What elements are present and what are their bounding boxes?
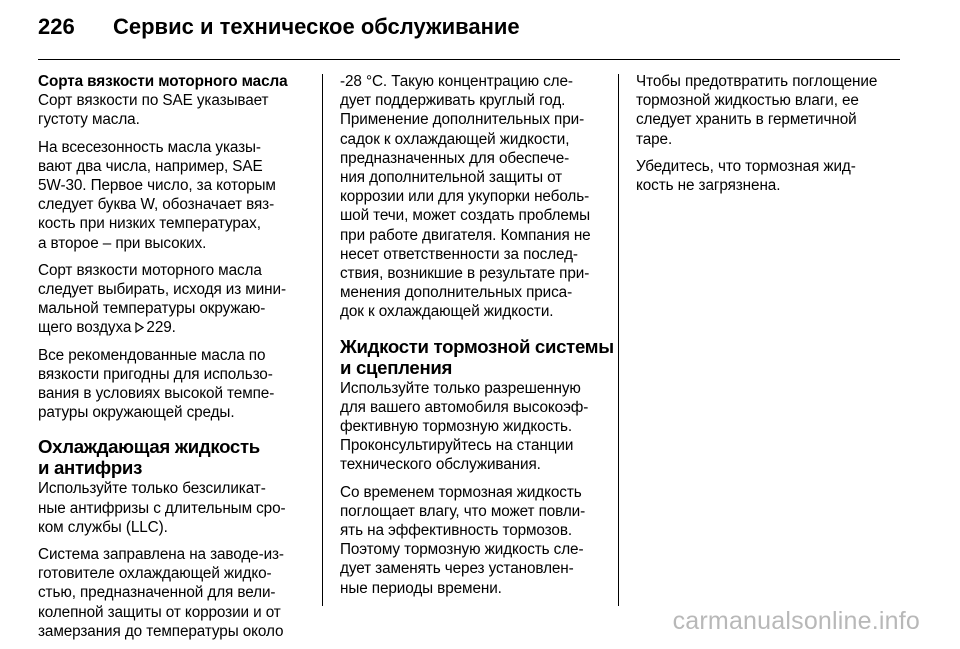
paragraph: Сорт вязкости моторного масла следует выбирать, исходя из мини- мальной температуры окружаю- щего воздуха 229. bbox=[38, 261, 310, 338]
paragraph: -28 °C. Такую концентрацию сле- дует поддерживать круглый год. Применение дополнительных при- садок к охлаждающей жидкости, предназначенных для обеспече- ния дополнительной защиты от коррозии или для укупорки неболь- шой течи, может создать проблемы при работе двигателя. Компания не несет ответственности за послед- ствия, возникшие в результате при- менения дополнительных приса- док к охлаждающей жидкости. bbox=[340, 73, 591, 321]
paragraph: Используйте только разрешенную для вашего автомобиля высокоэф- фективную тормозную жидкость. Проконсультируйтесь на станции технического обслуживания. bbox=[340, 379, 589, 474]
paragraph: Все рекомендованные масла по вязкости пригодны для использо- вания в условиях высокой темпе- ратуры окружающей среды. bbox=[38, 346, 275, 422]
paragraph: Чтобы предотвратить поглощение тормозной жидкостью влаги, ее следует хранить в герметичной таре. bbox=[636, 73, 878, 148]
column-divider-1 bbox=[322, 74, 323, 606]
page-title: Сервис и техническое обслуживание bbox=[113, 14, 520, 39]
paragraph: Убедитесь, что тормозная жид- кость не загрязнена. bbox=[636, 157, 856, 195]
paragraph: Система заправлена на заводе-из- готовителе охлаждающей жидко- стью, предназначенной для вели- колепной защиты от коррозии и от замерзания до температуры около bbox=[38, 546, 284, 640]
page-number: 226 bbox=[38, 14, 75, 39]
page-reference-link[interactable]: 229. bbox=[146, 319, 176, 337]
column-3 bbox=[636, 72, 900, 203]
triangle-arrow-icon bbox=[135, 322, 144, 333]
paragraph: Сорт вязкости по SAE указывает густоту масла. bbox=[38, 92, 269, 129]
paragraph: Со временем тормозная жидкость поглощает влагу, что может повли- ять на эффективность тормозов. Поэтому тормозную жидкость сле- дует заменять через установлен- ные периоды времени. bbox=[340, 483, 586, 597]
brake-fluid-section-heading: Жидкости тормозной системы и сцепления bbox=[340, 335, 614, 378]
column-divider-2 bbox=[618, 74, 619, 606]
coolant-section-heading: Охлаждающая жидкость и антифриз bbox=[38, 436, 260, 479]
reference-line: щего воздуха 229. bbox=[38, 319, 176, 337]
paragraph: Используйте только безсиликат- ные антифризы с длительным сро- ком службы (LLC). bbox=[38, 480, 286, 536]
paragraph: На всесезонность масла указы- вают два числа, например, SAE 5W-30. Первое число, за которым следует буква W, обозначает вяз- кость при низких температурах, а второе – при высоких. bbox=[38, 138, 276, 252]
oil-viscosity-subheading: Сорта вязкости моторного масла bbox=[38, 73, 288, 90]
watermark: carmanualsonline.info bbox=[672, 607, 920, 635]
header-divider bbox=[38, 59, 900, 60]
column-1 bbox=[38, 72, 310, 649]
column-2 bbox=[340, 72, 614, 606]
